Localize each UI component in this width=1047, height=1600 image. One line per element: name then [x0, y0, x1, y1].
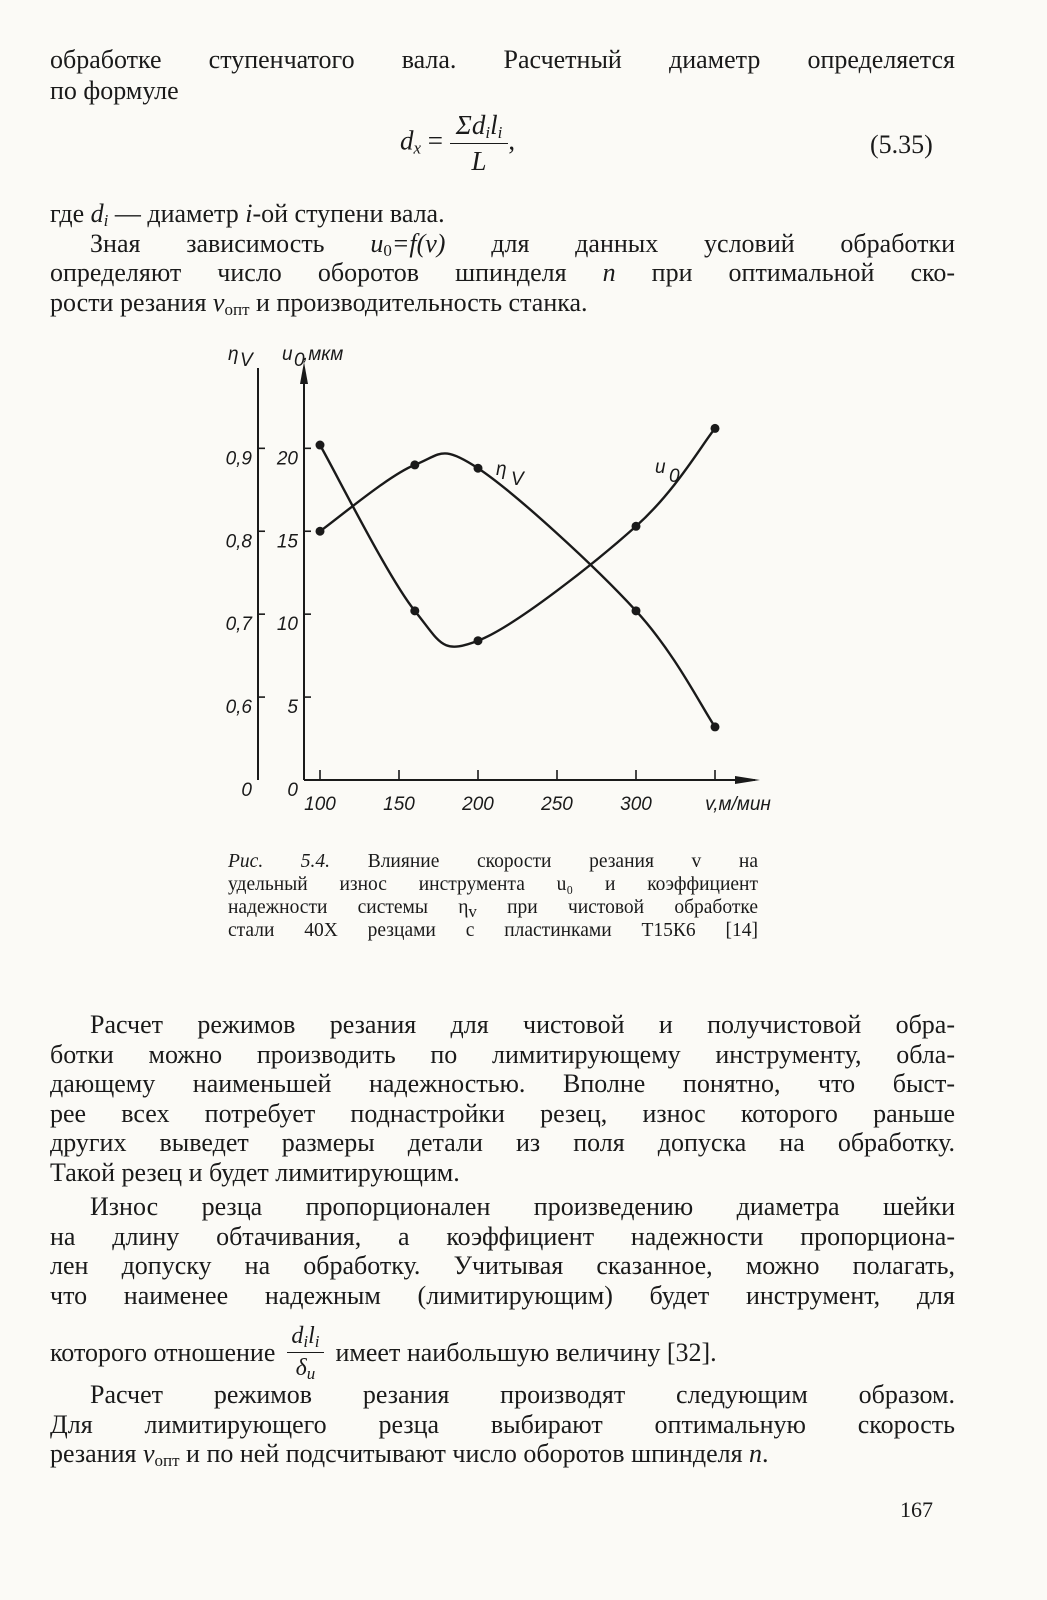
p1-l3b: и производительность станка.	[249, 288, 588, 317]
where-post: -ой ступени вала.	[252, 199, 445, 228]
series-label-u0: u	[655, 457, 666, 478]
caption-line: Влияние скорости резания v на	[367, 851, 758, 872]
p4-n: n	[749, 1439, 763, 1468]
figure-caption	[228, 850, 758, 942]
formula-num-sub1: i	[485, 123, 491, 142]
data-point-u0	[711, 424, 720, 433]
u0-tick-label: 20	[276, 448, 298, 470]
data-point-eta	[711, 722, 720, 731]
data-point-eta	[474, 464, 483, 473]
formula-eq: =	[421, 125, 450, 156]
caption-line: при чистовой обработке	[476, 897, 758, 918]
where-line	[50, 199, 955, 228]
x-tick-label: 250	[541, 794, 573, 815]
p1-l1b: для данных условий обработки	[445, 229, 955, 258]
formula-numerator	[450, 110, 509, 144]
text-line: Расчет режимов резания производят следующим образом.	[90, 1380, 955, 1409]
u0-axis-title-sub: 0	[294, 350, 305, 371]
where-ivar: i	[245, 199, 253, 228]
data-point-u0	[410, 606, 419, 615]
text-line-fraction	[50, 1322, 955, 1383]
p1-l3a: рости резания	[50, 288, 213, 317]
series-label-eta-sub: V	[511, 469, 524, 490]
eta-tick-label: 0,9	[225, 448, 252, 470]
text-line: ботки можно производить по лимитирующему инструменту, обла-	[50, 1040, 955, 1069]
caption-line: стали 40Х резцами с пластинками Т15К6 [14]	[228, 920, 758, 941]
data-point-eta	[316, 527, 325, 536]
text-line: Для лимитирующего резца выбирают оптимальную скорость	[50, 1410, 955, 1439]
text-line: Износ резца пропорционален произведению диаметра шейки	[90, 1192, 955, 1221]
p1-v: v	[212, 288, 225, 317]
ratio-d-sub: i	[303, 1332, 309, 1351]
p1-v-sub: опт	[224, 300, 250, 319]
series-label-eta: η	[496, 459, 507, 480]
x-axis-label: v,м/мин	[705, 794, 771, 815]
p4-l3a: резания	[50, 1439, 143, 1468]
data-point-u0	[632, 522, 641, 531]
text-line: других выведет размеры детали из поля допуска на обработку.	[50, 1128, 955, 1157]
p1-u-sub: 0	[383, 241, 392, 260]
eta-tick-label: 0,8	[225, 531, 252, 553]
x-tick-label: 200	[462, 794, 494, 815]
text-line: что наименее надежным (лимитирующим) будет инструмент, для	[50, 1281, 955, 1310]
p4-v-sub: опт	[154, 1451, 180, 1470]
p1-u: u	[370, 229, 384, 258]
p1-func: =f(v)	[391, 229, 446, 258]
p4-l3c: .	[762, 1439, 769, 1468]
ratio-delta-sub: u	[306, 1364, 316, 1383]
x-tick-label: 150	[383, 794, 415, 815]
u0-tick-label: 15	[276, 531, 298, 553]
text-line: на длину обтачивания, а коэффициент надежности пропорциона-	[50, 1222, 955, 1251]
page-number: 167	[900, 1497, 933, 1522]
p1-l2b: при оптимальной ско-	[615, 258, 955, 287]
formula-num-sub2: i	[497, 123, 503, 142]
formula-5-35	[400, 110, 515, 177]
ratio-l-sub: i	[314, 1332, 320, 1351]
ratio-delta: δ	[295, 1355, 307, 1381]
u0-tick-label: 0	[287, 780, 298, 801]
caption-label: Рис. 5.4.	[228, 851, 331, 872]
eta-axis-title: η	[228, 344, 239, 365]
series-label-u0-sub: 0	[669, 466, 680, 487]
caption-line: надежности системы η	[228, 897, 469, 918]
equation-number: (5.35)	[870, 130, 933, 159]
chart-svg	[200, 340, 800, 850]
data-point-u0	[474, 636, 483, 645]
eta-tick-label: 0,7	[225, 614, 252, 636]
formula-lhs: d	[400, 125, 414, 156]
p1-n: n	[602, 258, 616, 287]
data-point-eta	[410, 460, 419, 469]
data-point-eta	[632, 606, 641, 615]
where-var: d	[90, 199, 104, 228]
x-tick-label: 100	[304, 794, 336, 815]
where-mid: — диаметр	[108, 199, 246, 228]
text-line	[50, 229, 955, 258]
u0-tick-label: 10	[276, 614, 298, 636]
x-tick-label: 300	[620, 794, 652, 815]
u0-axis-title: u	[282, 344, 293, 365]
figure-5-4-chart	[200, 340, 800, 850]
p1-l2a: определяют число оборотов шпинделя	[50, 258, 603, 287]
text-line: рее всех потребует поднастройки резец, износ которого раньше	[50, 1099, 955, 1128]
ratio-fraction	[287, 1322, 323, 1383]
ratio-d: d	[291, 1323, 304, 1349]
text-line: лен допуску на обработку. Учитывая сказанное, можно полагать,	[50, 1251, 955, 1280]
ratio-numerator	[287, 1322, 323, 1353]
caption-line: удельный износ инструмента u₀ и коэффициент	[228, 874, 758, 895]
text-line: по формуле	[50, 76, 179, 105]
caption-sub: v	[468, 902, 477, 921]
p4-l3b: и по ней подсчитывают число оборотов шпинделя	[179, 1439, 750, 1468]
text-line	[50, 258, 955, 287]
p4-v: v	[142, 1439, 155, 1468]
formula-num-l: l	[490, 110, 498, 140]
eta-axis-title-sub: V	[240, 350, 253, 371]
text-line	[50, 288, 955, 317]
text-line: Такой резец и будет лимитирующим.	[50, 1158, 460, 1187]
p1-l1a: Зная зависимость	[90, 229, 371, 258]
ratio-l: l	[308, 1323, 315, 1349]
p3-l5b: имеет наибольшую величину [32].	[335, 1338, 717, 1367]
text-line: обработке ступенчатого вала. Расчетный диаметр определяется	[50, 45, 955, 74]
p3-l5a: которого отношение	[50, 1338, 276, 1367]
data-point-u0	[316, 441, 325, 450]
series-line-eta	[320, 453, 715, 727]
ratio-denominator	[287, 1353, 323, 1383]
where-var-sub: i	[103, 211, 109, 230]
formula-fraction	[450, 110, 509, 177]
formula-tail: ,	[508, 125, 516, 156]
x-axis-arrow	[735, 776, 760, 784]
u0-tick-label: 5	[287, 697, 298, 719]
formula-lhs-sub: x	[413, 138, 422, 158]
eta-tick-label: 0	[241, 780, 252, 801]
where-pre: где	[50, 199, 91, 228]
eta-tick-label: 0,6	[225, 697, 252, 719]
text-line: дающему наименьшей надежностью. Вполне понятно, что быст-	[50, 1069, 955, 1098]
text-line	[50, 1439, 955, 1468]
formula-num-d: Σd	[455, 110, 486, 140]
formula-denominator: L	[471, 146, 487, 176]
text-line: Расчет режимов резания для чистовой и получистовой обра-	[90, 1010, 955, 1039]
u0-axis-title-unit: ,мкм	[303, 344, 344, 365]
